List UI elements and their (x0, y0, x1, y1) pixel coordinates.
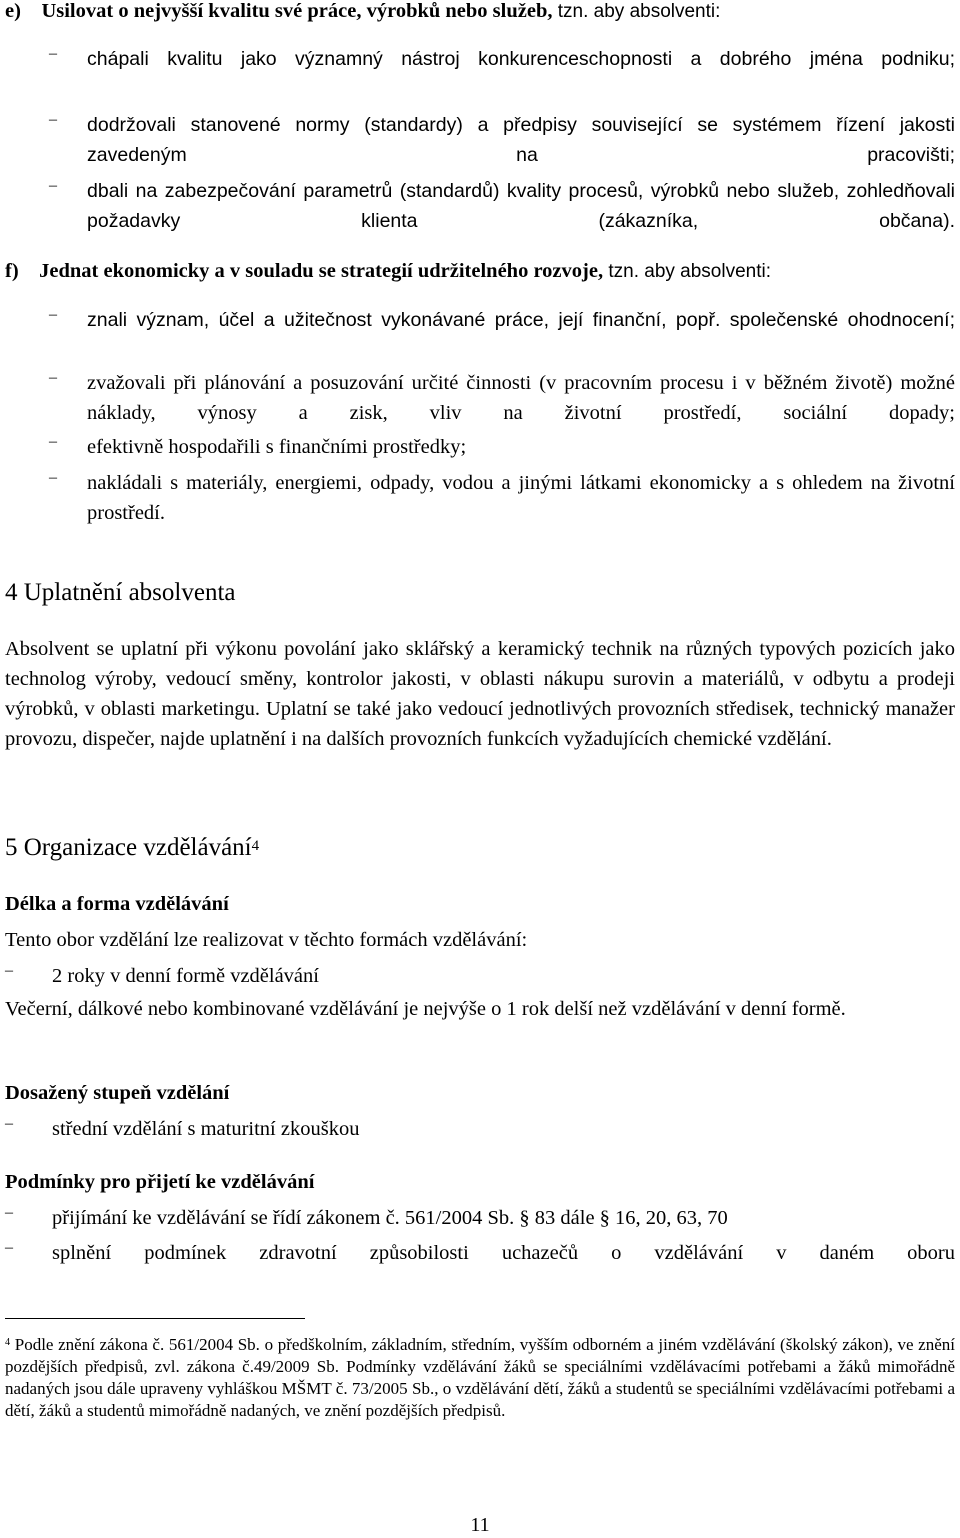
bullet-dash-icon (49, 384, 71, 385)
section-f-title: Jednat ekonomicky a v souladu se strategií udržitelného rozvoje, (39, 260, 604, 282)
chapter-5-title: 5 Organizace vzdělávání (5, 834, 252, 861)
list-item: dbali na zabezpečování parametrů (standardů) kvality procesů, výrobků nebo služeb, zohledňovali požadavky klienta (zákazníka, občana). (87, 180, 955, 232)
bullet-dash-icon (49, 484, 71, 485)
footnote-text: Podle znění zákona č. 561/2004 Sb. o předškolním, základním, středním, vyšším odborném a jiném vzdělávání (školský zákon), ve znění pozdějších předpisů, zvl. zákona č.49/2009 Sb. Podmínky vzdělávání žáků se speciálními vzdělávacími potřebami a žáků mimořádně nadaných jsou dále upraveny vyhláškou MŠMT č. 73/2005 Sb., o vzdělávání dětí, žáků a studentů se speciálními vzdělávacími potřebami a dětí, žáků a studentů mimořádně nadaných, ve znění pozdějších předpisů. (5, 1335, 955, 1420)
bullet-dash-icon (5, 1130, 27, 1131)
list-item: zvažovali při plánování a posuzování určité činnosti (v pracovním procesu i v běžném životě) možné náklady, výnosy a zisk, vliv na životní prostředí, sociální dopady; (87, 372, 955, 424)
section-e-label: e) (5, 0, 21, 22)
section-f-label: f) (5, 260, 19, 282)
list-item: splnění podmínek zdravotní způsobilosti uchazečů o vzdělávání v daném oboru (52, 1242, 955, 1264)
list-item: přijímání ke vzdělávání se řídí zákonem č. 561/2004 Sb. § 83 dále § 16, 20, 63, 70 (52, 1207, 728, 1229)
podminky-heading: Podmínky pro přijetí ke vzdělávání (5, 1171, 315, 1193)
delka-intro: Tento obor vzdělání lze realizovat v těchto formách vzdělávání: (5, 929, 528, 951)
list-item: znali význam, účel a užitečnost vykonávané práce, její finanční, popř. společenské ohodnocení; (87, 309, 955, 331)
section-e-title: Usilovat o nejvyšší kvalitu své práce, výrobků nebo služeb, (41, 0, 553, 22)
list-item: dodržovali stanovené normy (standardy) a předpisy související se systémem řízení jakosti zavedeným na pracovišti; (87, 114, 955, 166)
bullet-dash-icon (49, 192, 71, 193)
footnote-ref: 4 (251, 838, 260, 854)
section-f-lead: tzn. aby absolventi: (603, 261, 772, 282)
chapter-4-paragraph: Absolvent se uplatní při výkonu povolání jako sklářský a keramický technik na různých typových pozicích jako technolog výroby, vedoucí směny, kontrolor jakosti, v oblasti nákupu surovin a materiálů, v odbytu a prodeji výrobků, v oblasti marketingu. Uplatní se také jako vedoucí jednotlivých provozních středisek, technický manažer provozu, dispečer, najde uplatnění i na dalších provozních funkcích vyžadujících chemické vzdělání. (5, 638, 955, 750)
bullet-dash-icon (5, 1219, 27, 1220)
page-number: 11 (470, 1514, 490, 1536)
list-item: efektivně hospodařili s finančními prostředky; (87, 436, 467, 458)
chapter-4-heading: 4 Uplatnění absolventa (5, 579, 236, 606)
footnote (5, 1334, 955, 1422)
section-f-heading (5, 256, 771, 287)
section-e-lead: tzn. aby absolventi: (552, 1, 721, 22)
footnote-separator (5, 1318, 305, 1319)
footnote-number: 4 (5, 1337, 11, 1348)
list-item: střední vzdělání s maturitní zkouškou (52, 1118, 360, 1140)
chapter-5-heading (5, 831, 259, 865)
list-item: chápali kvalitu jako významný nástroj konkurenceschopnosti a dobrého jména podniku; (87, 48, 955, 70)
bullet-dash-icon (49, 60, 71, 61)
bullet-dash-icon (49, 321, 71, 322)
delka-heading: Délka a forma vzdělávání (5, 893, 229, 915)
bullet-dash-icon (5, 977, 27, 978)
bullet-dash-icon (49, 448, 71, 449)
stupen-heading: Dosažený stupeň vzdělání (5, 1082, 230, 1104)
bullet-dash-icon (49, 126, 71, 127)
bullet-dash-icon (5, 1254, 27, 1255)
list-item: nakládali s materiály, energiemi, odpady, vodou a jinými látkami ekonomicky a s ohledem na životní prostředí. (87, 472, 955, 524)
delka-note: Večerní, dálkové nebo kombinované vzdělávání je nejvýše o 1 rok delší než vzdělávání v denní formě. (5, 998, 846, 1020)
list-item: 2 roky v denní formě vzdělávání (52, 965, 319, 987)
section-e-heading (5, 0, 720, 27)
